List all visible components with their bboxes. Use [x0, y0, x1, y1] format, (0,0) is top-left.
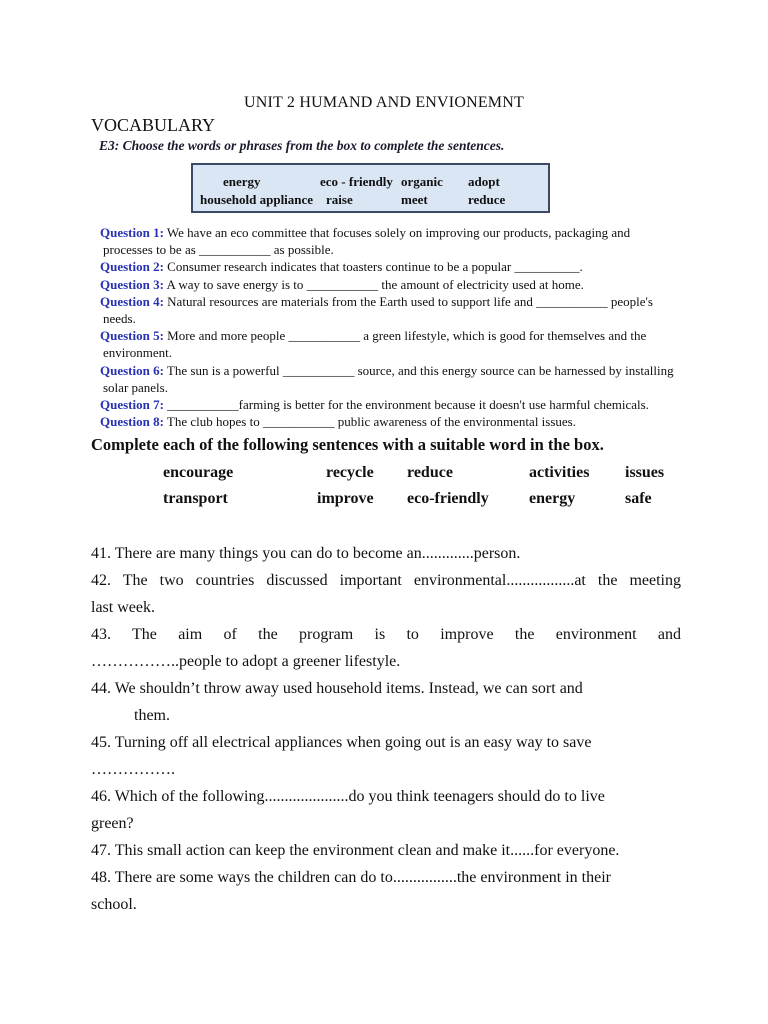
sentence-45-cont: …………….: [91, 761, 175, 778]
page-title: UNIT 2 HUMAND AND ENVIONEMNT: [244, 94, 524, 111]
word-option: eco-friendly: [407, 490, 489, 507]
word-option: organic: [401, 174, 443, 189]
sentence-47: 47. This small action can keep the environment clean and make it......for everyone.: [91, 842, 620, 859]
section-heading: VOCABULARY: [91, 115, 216, 135]
word-option: safe: [625, 490, 652, 507]
word-option: eco - friendly: [320, 174, 393, 189]
sentence-list: [91, 540, 681, 918]
question-label: Question 4:: [100, 293, 164, 309]
word-option: energy: [529, 490, 576, 507]
question-5: [100, 327, 680, 361]
question-label: Question 3:: [100, 276, 164, 292]
question-text: Consumer research indicates that toasters continue to be a popular __________.: [163, 259, 583, 275]
question-4: [100, 293, 680, 327]
word-option: adopt: [468, 174, 500, 189]
question-text: More and more people ___________ a green lifestyle, which is good for themselves and the: [163, 328, 647, 344]
sentence-43: 43. The aim of the program is to improve the environment and: [91, 626, 681, 643]
question-6: [100, 362, 680, 396]
word-option: encourage: [163, 464, 234, 481]
question-list: [100, 224, 680, 430]
question-text: We have an eco committee that focuses solely on improving our products, packaging and: [163, 225, 631, 240]
exercise2-instruction: Complete each of the following sentences with a suitable word in the box.: [91, 435, 604, 454]
sentence-42-cont: last week.: [91, 599, 155, 616]
question-label: Question 8:: [100, 414, 164, 430]
sentence-46: 46. Which of the following.....................do you think teenagers should do to live: [91, 788, 605, 805]
word-option: household appliance: [200, 192, 314, 207]
question-2: [100, 258, 680, 275]
question-3: [100, 276, 680, 293]
question-text: A way to save energy is to ___________ the amount of electricity used at home.: [163, 276, 584, 292]
word-option: meet: [401, 192, 428, 207]
question-continuation: solar panels.: [103, 379, 168, 395]
question-continuation: needs.: [103, 311, 136, 327]
sentence-43-cont: ……………..people to adopt a greener lifestyle.: [91, 653, 401, 670]
word-option: improve: [317, 490, 374, 507]
question-label: Question 6:: [100, 362, 164, 378]
question-text: The club hopes to ___________ public awareness of the environmental issues.: [163, 414, 576, 430]
question-label: Question 7:: [100, 397, 164, 413]
sentence-44: 44. We shouldn’t throw away used household items. Instead, we can sort and: [91, 680, 583, 697]
question-label: Question 1:: [100, 225, 164, 240]
question-7: [100, 396, 680, 413]
sentence-44-cont: them.: [134, 707, 170, 724]
sentence-45: 45. Turning off all electrical appliances when going out is an easy way to save: [91, 734, 592, 751]
question-label: Question 5:: [100, 328, 164, 344]
sentence-48-cont: school.: [91, 896, 137, 913]
word-option: reduce: [407, 464, 453, 481]
word-option: reduce: [468, 192, 506, 207]
question-label: Question 2:: [100, 259, 164, 275]
question-text: Natural resources are materials from the Earth used to support life and ___________ people's: [163, 293, 653, 309]
exercise-e3-instruction: E3: Choose the words or phrases from the box to complete the sentences.: [99, 138, 505, 153]
question-1: [100, 224, 680, 258]
question-continuation: environment.: [103, 345, 172, 361]
sentence-48: 48. There are some ways the children can do to................the environment in their: [91, 869, 611, 886]
word-option: activities: [529, 464, 590, 481]
question-continuation: processes to be as ___________ as possible.: [103, 242, 334, 258]
sentence-42: 42. The two countries discussed important environmental.................at the meeting: [91, 572, 681, 589]
word-option: energy: [223, 174, 261, 189]
sentence-46-cont: green?: [91, 815, 134, 832]
question-text: The sun is a powerful ___________ source, and this energy source can be harnessed by installing: [163, 362, 674, 378]
question-8: [100, 413, 680, 430]
word-option: transport: [163, 490, 228, 507]
word-option: issues: [625, 464, 665, 481]
question-text: ___________farming is better for the environment because it doesn't use harmful chemicals.: [163, 397, 649, 413]
word-option: recycle: [326, 464, 374, 481]
word-box-e3: [191, 163, 550, 213]
word-option: raise: [326, 192, 353, 207]
sentence-41: 41. There are many things you can do to become an.............person.: [91, 545, 521, 562]
